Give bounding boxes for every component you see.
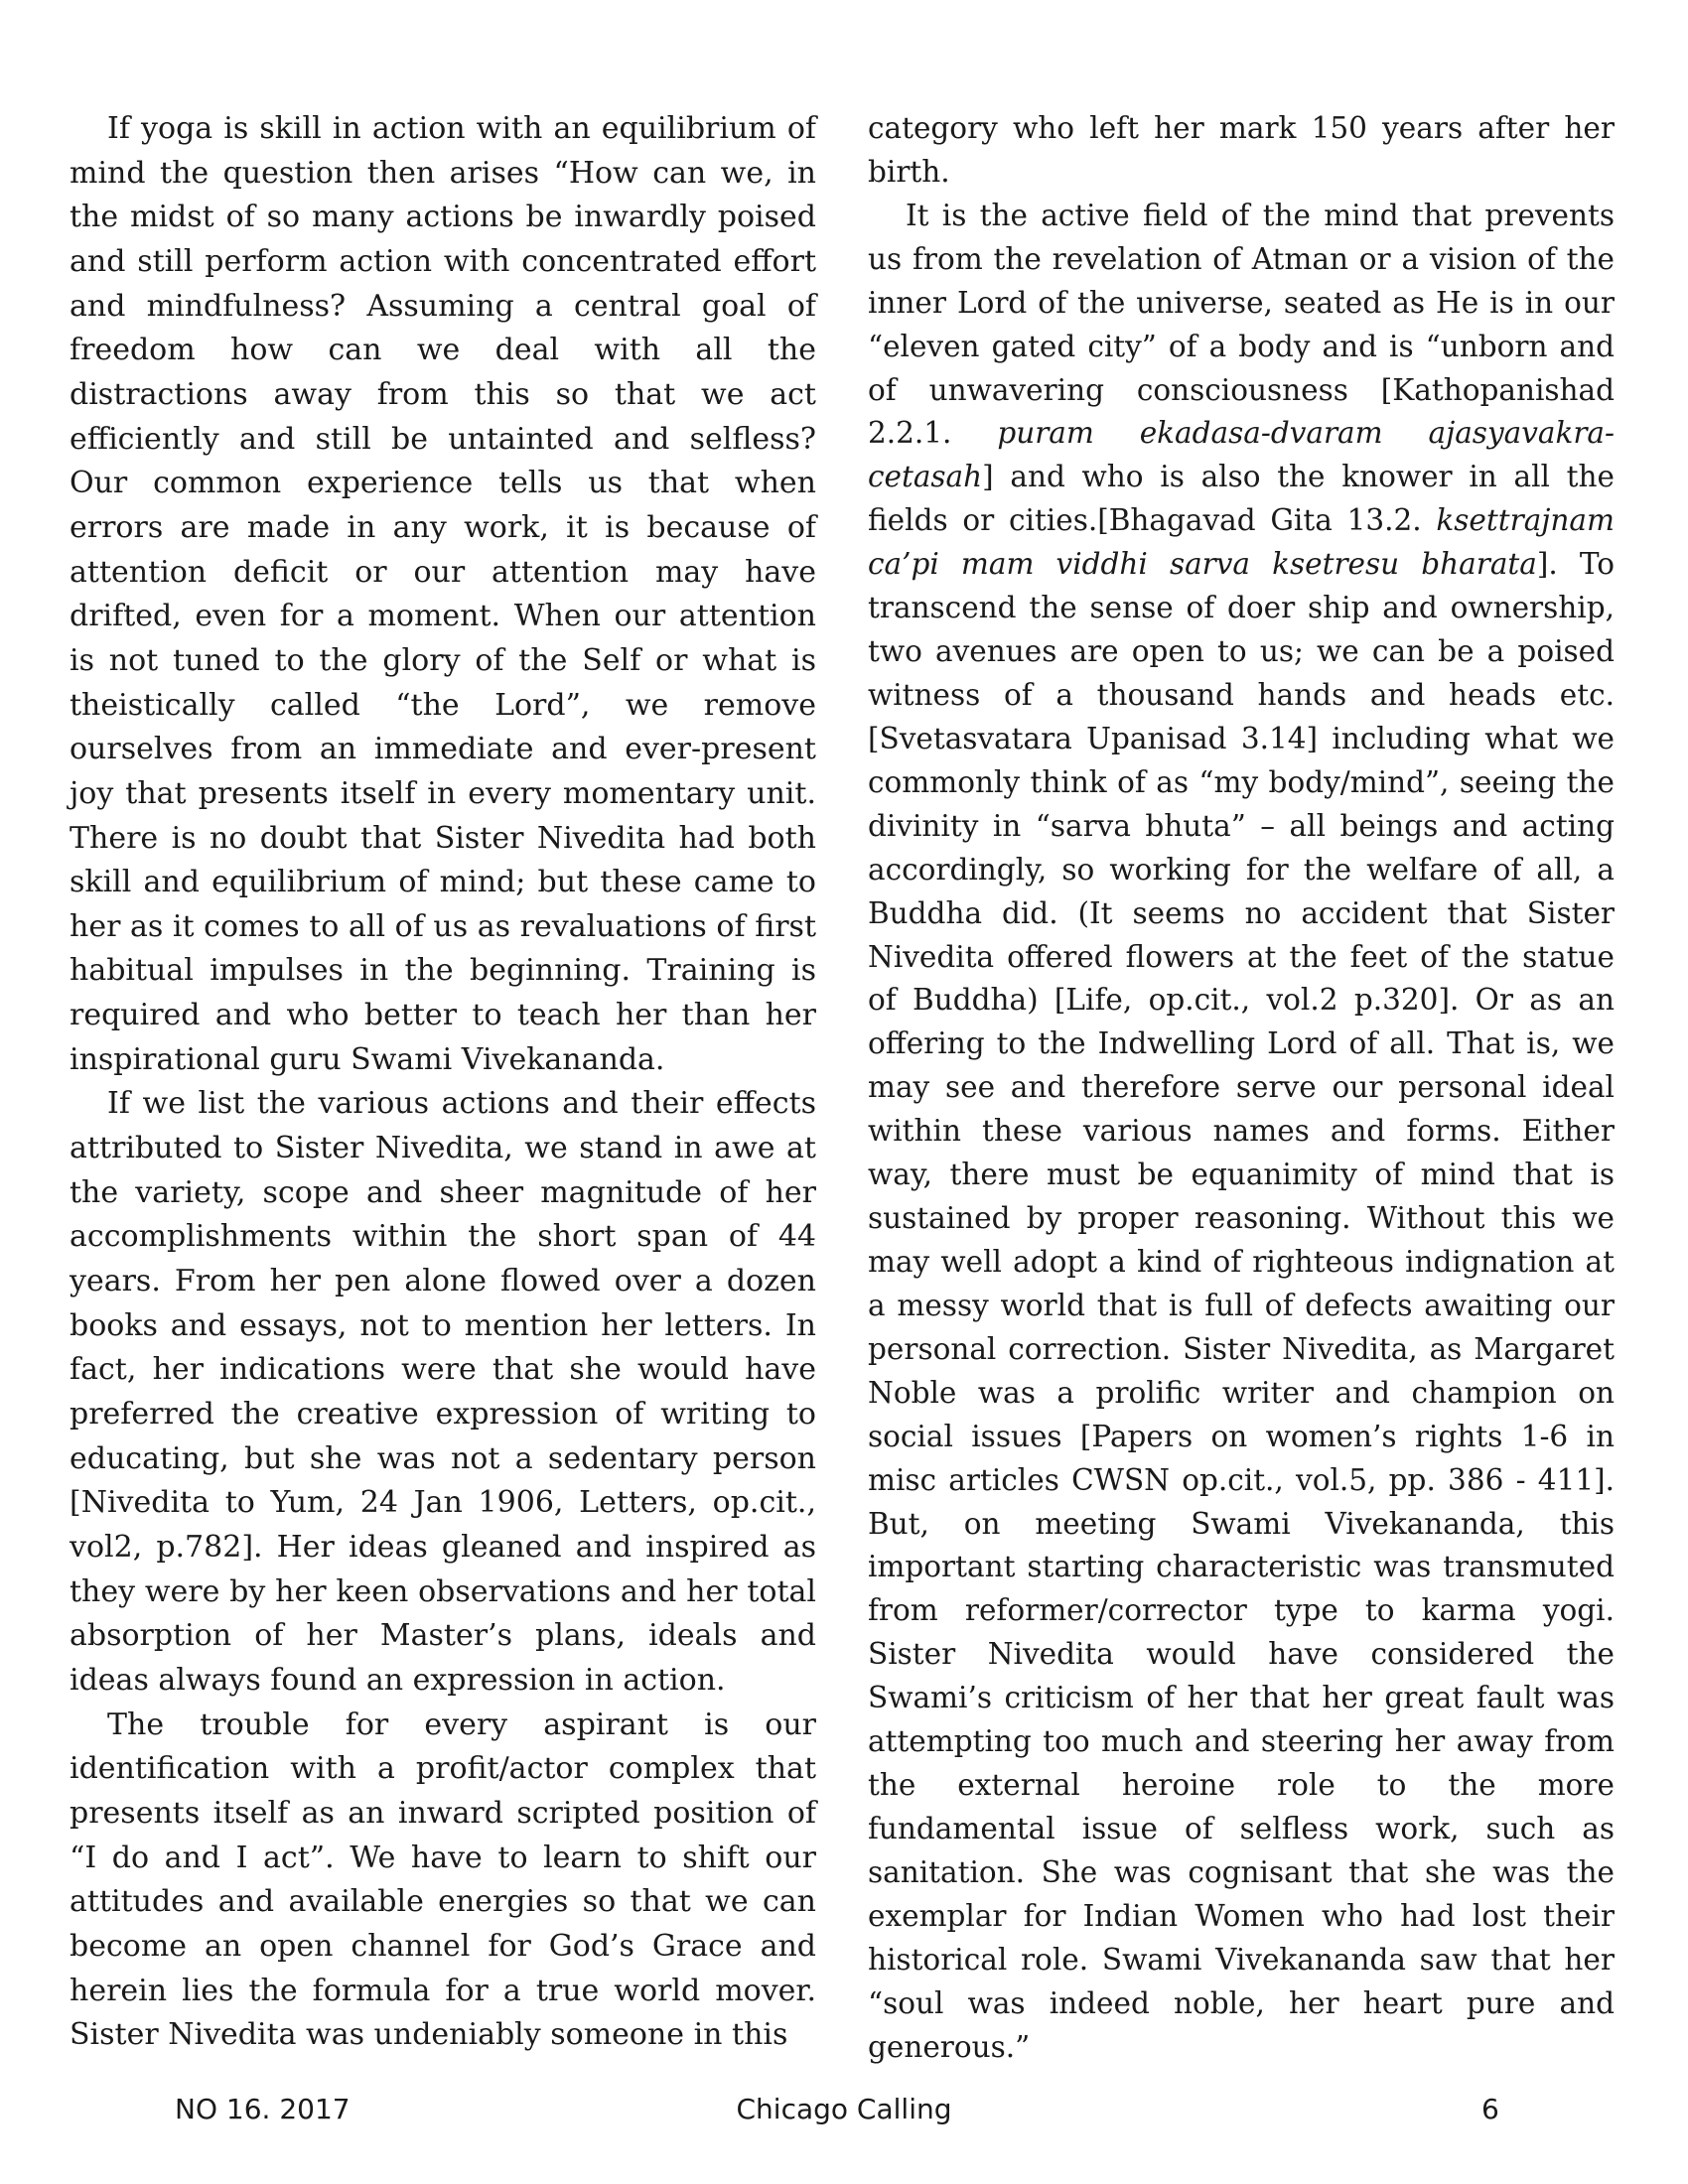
footer-page-number: 6 xyxy=(1481,2093,1499,2125)
right-column xyxy=(868,107,1615,2069)
paragraph-aspirant-trouble: The trouble for every aspirant is our identification with a profit/actor complex that presents itself as an inward scripted position of “I do and I act”. We have to learn to shift our attitudes and available energies so that we can become an open channel for God’s Grace and herein lies the formula for a true world mover. Sister Nivedita was undeniably someone in this xyxy=(70,1706,816,2053)
body-text: It is the active field of the mind that prevents us from the revelation of Atman or a vision of the inner Lord of the universe, seated as He is in our “eleven gated city” of a body and is “unborn and of unwavering consciousness [Kathopanishad 2.2.1. xyxy=(868,198,1615,451)
body-text: ]. To transcend the sense of doer ship and ownership, two avenues are open to us; we can be a poised witness of a thousand hands and heads etc. [Svetasvatara Upanisad 3.14] including what we commonly think of as “my body/mind”, seeing the divinity in “sarva bhuta” – all beings and acting accordingly, so working for the welfare of all, a Buddha did. (It seems no accident that Sister Nivedita offered flowers at the feet of the statue of Buddha) [Life, op.cit., vol.2 p.320]. Or as an offering to the Indwelling Lord of all. That is, we may see and therefore serve our personal ideal within these various names and forms. Either way, there must be equanimity of mind that is sustained by proper reasoning. Without this we may well adopt a kind of righteous indignation at a messy world that is full of defects awaiting our personal correction. Sister Nivedita, as Margaret Noble was a prolific writer and champion on social issues [Papers on women’s rights 1-6 in misc articles CWSN op.cit., vol.5, pp. 386 - 411]. But, on meeting Swami Vivekananda, this important starting characteristic was transmuted from reformer/corrector type to karma yogi. Sister Nivedita would have considered the Swami’s criticism of her that her great fault was attempting too much and steering her away from the external heroine role to the more fundamental issue of selfless work, such as sanitation. She was cognisant that she was the exemplar for Indian Women who had lost their historical role. Swami Vivekananda saw that her “soul was indeed noble, her heart pure and generous.” xyxy=(868,547,1615,2064)
paragraph-yoga-skill: If yoga is skill in action with an equilibrium of mind the question then arises “How can we, in the midst of so many actions be inwardly poised and still perform action with concentrated effort and mindfulness? Assuming a central goal of freedom how can we deal with all the distractions away from this so that we act efficiently and still be untainted and selfless? Our common experience tells us that when errors are made in any work, it is because of attention deficit or our attention may have drifted, even for a moment. When our attention is not tuned to the glory of the Self or what is theistically called “the Lord”, we remove ourselves from an immediate and ever-present joy that presents itself in every momentary unit. There is no doubt that Sister Nivedita had both skill and equilibrium of mind; but these came to her as it comes to all of us as revaluations of first habitual impulses in the beginning. Training is required and who better to teach her than her inspirational guru Swami Vivekananda. xyxy=(70,111,816,1077)
paragraph-continuation: category who left her mark 150 years after her birth. xyxy=(868,111,1615,189)
sanskrit-quote-gita: ksettrajnam ca’pi mam viddhi sarva ksetresu bharata xyxy=(868,503,1615,582)
paragraph-active-field-of-mind xyxy=(868,195,1615,2070)
footer-issue-number: NO 16. 2017 xyxy=(175,2093,351,2125)
paragraph-actions-effects: If we list the various actions and their effects attributed to Sister Nivedita, we stand in awe at the variety, scope and sheer magnitude of her accomplishments within the short span of 44 years. From her pen alone flowed over a dozen books and essays, not to mention her letters. In fact, her indications were that she would have preferred the creative expression of writing to educating, but she was not a sedentary person [Nivedita to Yum, 24 Jan 1906, Letters, op.cit., vol2, p.782]. Her ideas gleaned and inspired as they were by her keen observations and her total absorption of her Master’s plans, ideals and ideas always found an expression in action. xyxy=(70,1086,816,1698)
page-footer xyxy=(0,2090,1688,2129)
left-column xyxy=(70,107,816,2058)
body-text: ] and who is also the knower in all the fields or cities.[Bhagavad Gita 13.2. xyxy=(868,460,1615,538)
footer-publication-title: Chicago Calling xyxy=(736,2093,952,2125)
sanskrit-quote-kathopanishad: puram ekadasa-dvaram ajasyavakra-cetasah xyxy=(868,416,1615,494)
